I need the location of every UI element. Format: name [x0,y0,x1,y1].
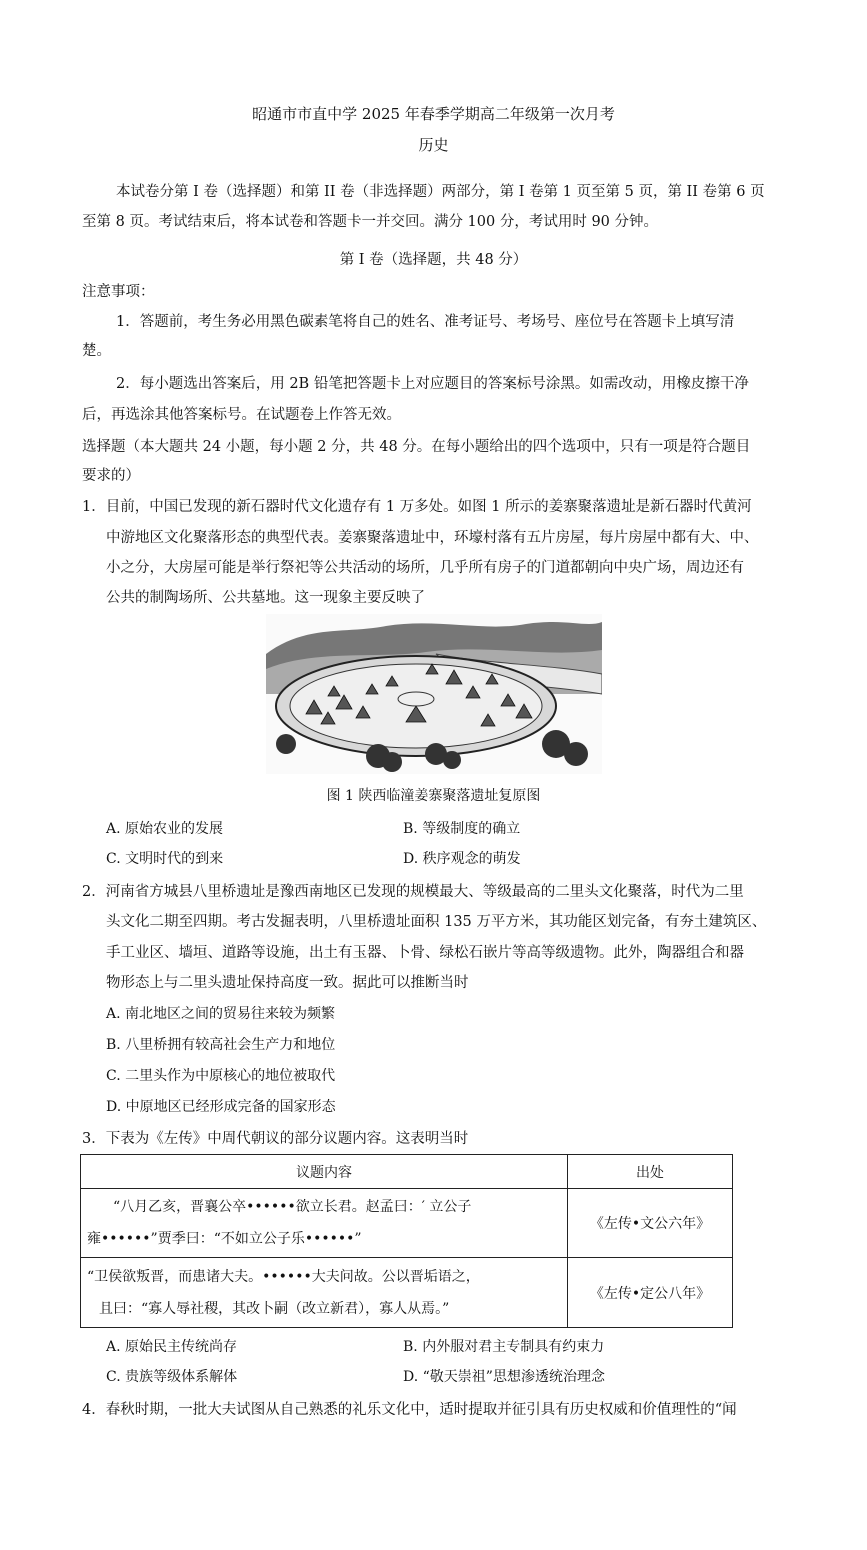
table-cell-content [81,1189,568,1258]
q1-line-2: 中游地区文化聚落形态的典型代表。姜寨聚落遗址中，环壕村落有五片房屋，每片房屋中都有大、中、 [106,530,759,546]
mcq-instruction-line-2: 要求的） [82,468,140,484]
q1-option-a[interactable]: A. 原始农业的发展 [106,821,224,837]
figure-caption: 图 1 陕西临潼姜寨聚落遗址复原图 [326,788,541,804]
q3-option-d[interactable]: D. “敬天崇祖”思想渗透统治理念 [403,1369,605,1385]
q1-option-c[interactable]: C. 文明时代的到来 [106,851,224,867]
row2-source: 《左传•定公八年》 [568,1258,733,1328]
q2-option-c[interactable]: C. 二里头作为中原核心的地位被取代 [106,1068,336,1084]
q1-line-4: 公共的制陶场所、公共墓地。这一现象主要反映了 [106,590,425,606]
q3-stem: 3．下表为《左传》中周代朝议的部分议题内容。这表明当时 [82,1131,469,1147]
q2-option-d[interactable]: D. 中原地区已经形成完备的国家形态 [106,1099,336,1115]
q2-line-1: 2．河南省方城县八里桥遗址是豫西南地区已发现的规模最大、等级最高的二里头文化聚落，时代为二里 [82,884,744,900]
section-title: 第 I 卷（选择题，共 48 分） [339,252,528,268]
exam-title: 昭通市市直中学 2025 年春季学期高二年级第一次月考 [252,105,615,123]
q3-table [80,1154,733,1328]
row1-content-line-2: 雍••••••”贾季曰：“不如立公子乐••••••” [87,1231,362,1247]
q1-option-b[interactable]: B. 等级制度的确立 [403,821,521,837]
q1-line-3: 小之分，大房屋可能是举行祭祀等公共活动的场所，几乎所有房子的门道都朝向中央广场，周边还有 [106,560,744,576]
q2-option-a[interactable]: A. 南北地区之间的贸易往来较为频繁 [106,1006,336,1022]
table-header-source: 出处 [568,1155,733,1189]
table-cell-content [81,1258,568,1328]
table-row [81,1258,733,1328]
table-header-row [81,1155,733,1189]
intro-line-2: 至第 8 页。考试结束后，将本试卷和答题卡一并交回。满分 100 分，考试用时 90 分钟。 [82,214,659,230]
notes-heading: 注意事项： [82,284,155,300]
q2-line-2: 头文化二期至四期。考古发掘表明，八里桥遗址面积 135 万平方米，其功能区划完备，有夯土建筑区、 [106,914,767,930]
q2-line-4: 物形态上与二里头遗址保持高度一致。据此可以推断当时 [106,975,469,991]
q3-option-a[interactable]: A. 原始民主传统尚存 [106,1339,238,1355]
table-row [81,1189,733,1258]
q1-option-d[interactable]: D. 秩序观念的萌发 [403,851,521,867]
note-1-line-1: 1．答题前，考生务必用黑色碳素笔将自己的姓名、准考证号、考场号、座位号在答题卡上填写清 [116,314,735,330]
note-1-line-2: 楚。 [82,343,111,359]
note-2-line-2: 后，再选涂其他答案标号。在试题卷上作答无效。 [82,407,401,423]
q2-line-3: 手工业区、墙垣、道路等设施，出土有玉器、卜骨、绿松石嵌片等高等级遗物。此外，陶器组合和器 [106,945,744,961]
settlement-illustration [266,614,602,774]
row1-content-line-1: “八月乙亥，晋襄公卒••••••欲立长君。赵孟曰：′ 立公子 [113,1199,472,1215]
intro-line-1: 本试卷分第 I 卷（选择题）和第 II 卷（非选择题）两部分，第 I 卷第 1 页至第 5 页，第 II 卷第 6 页 [116,184,765,200]
row1-source: 《左传•文公六年》 [568,1189,733,1258]
q3-option-b[interactable]: B. 内外服对君主专制具有约束力 [403,1339,605,1355]
subject-title: 历史 [418,136,449,154]
q1-line-1: 1．目前，中国已发现的新石器时代文化遗存有 1 万多处。如图 1 所示的姜寨聚落遗址是新石器时代黄河 [82,499,752,515]
q3-option-c[interactable]: C. 贵族等级体系解体 [106,1369,238,1385]
table-header-content: 议题内容 [81,1155,568,1189]
note-2-line-1: 2．每小题选出答案后，用 2B 铅笔把答题卡上对应题目的答案标号涂黑。如需改动，用橡皮擦干净 [116,376,749,392]
q2-option-b[interactable]: B. 八里桥拥有较高社会生产力和地位 [106,1037,336,1053]
row2-content-line-1: “卫侯欲叛晋，而患诸大夫。••••••大夫问故。公以晋垢语之， [87,1268,480,1285]
row2-content-line-2: 且曰：“寡人辱社稷，其改卜嗣（改立新君），寡人从焉。” [99,1300,450,1317]
mcq-instruction-line-1: 选择题（本大题共 24 小题，每小题 2 分，共 48 分。在每小题给出的四个选项中，只有一项是符合题目 [82,439,751,455]
q4-line-1: 4．春秋时期，一批大夫试图从自己熟悉的礼乐文化中，适时提取并征引具有历史权威和价值理性的“闻 [82,1402,737,1418]
